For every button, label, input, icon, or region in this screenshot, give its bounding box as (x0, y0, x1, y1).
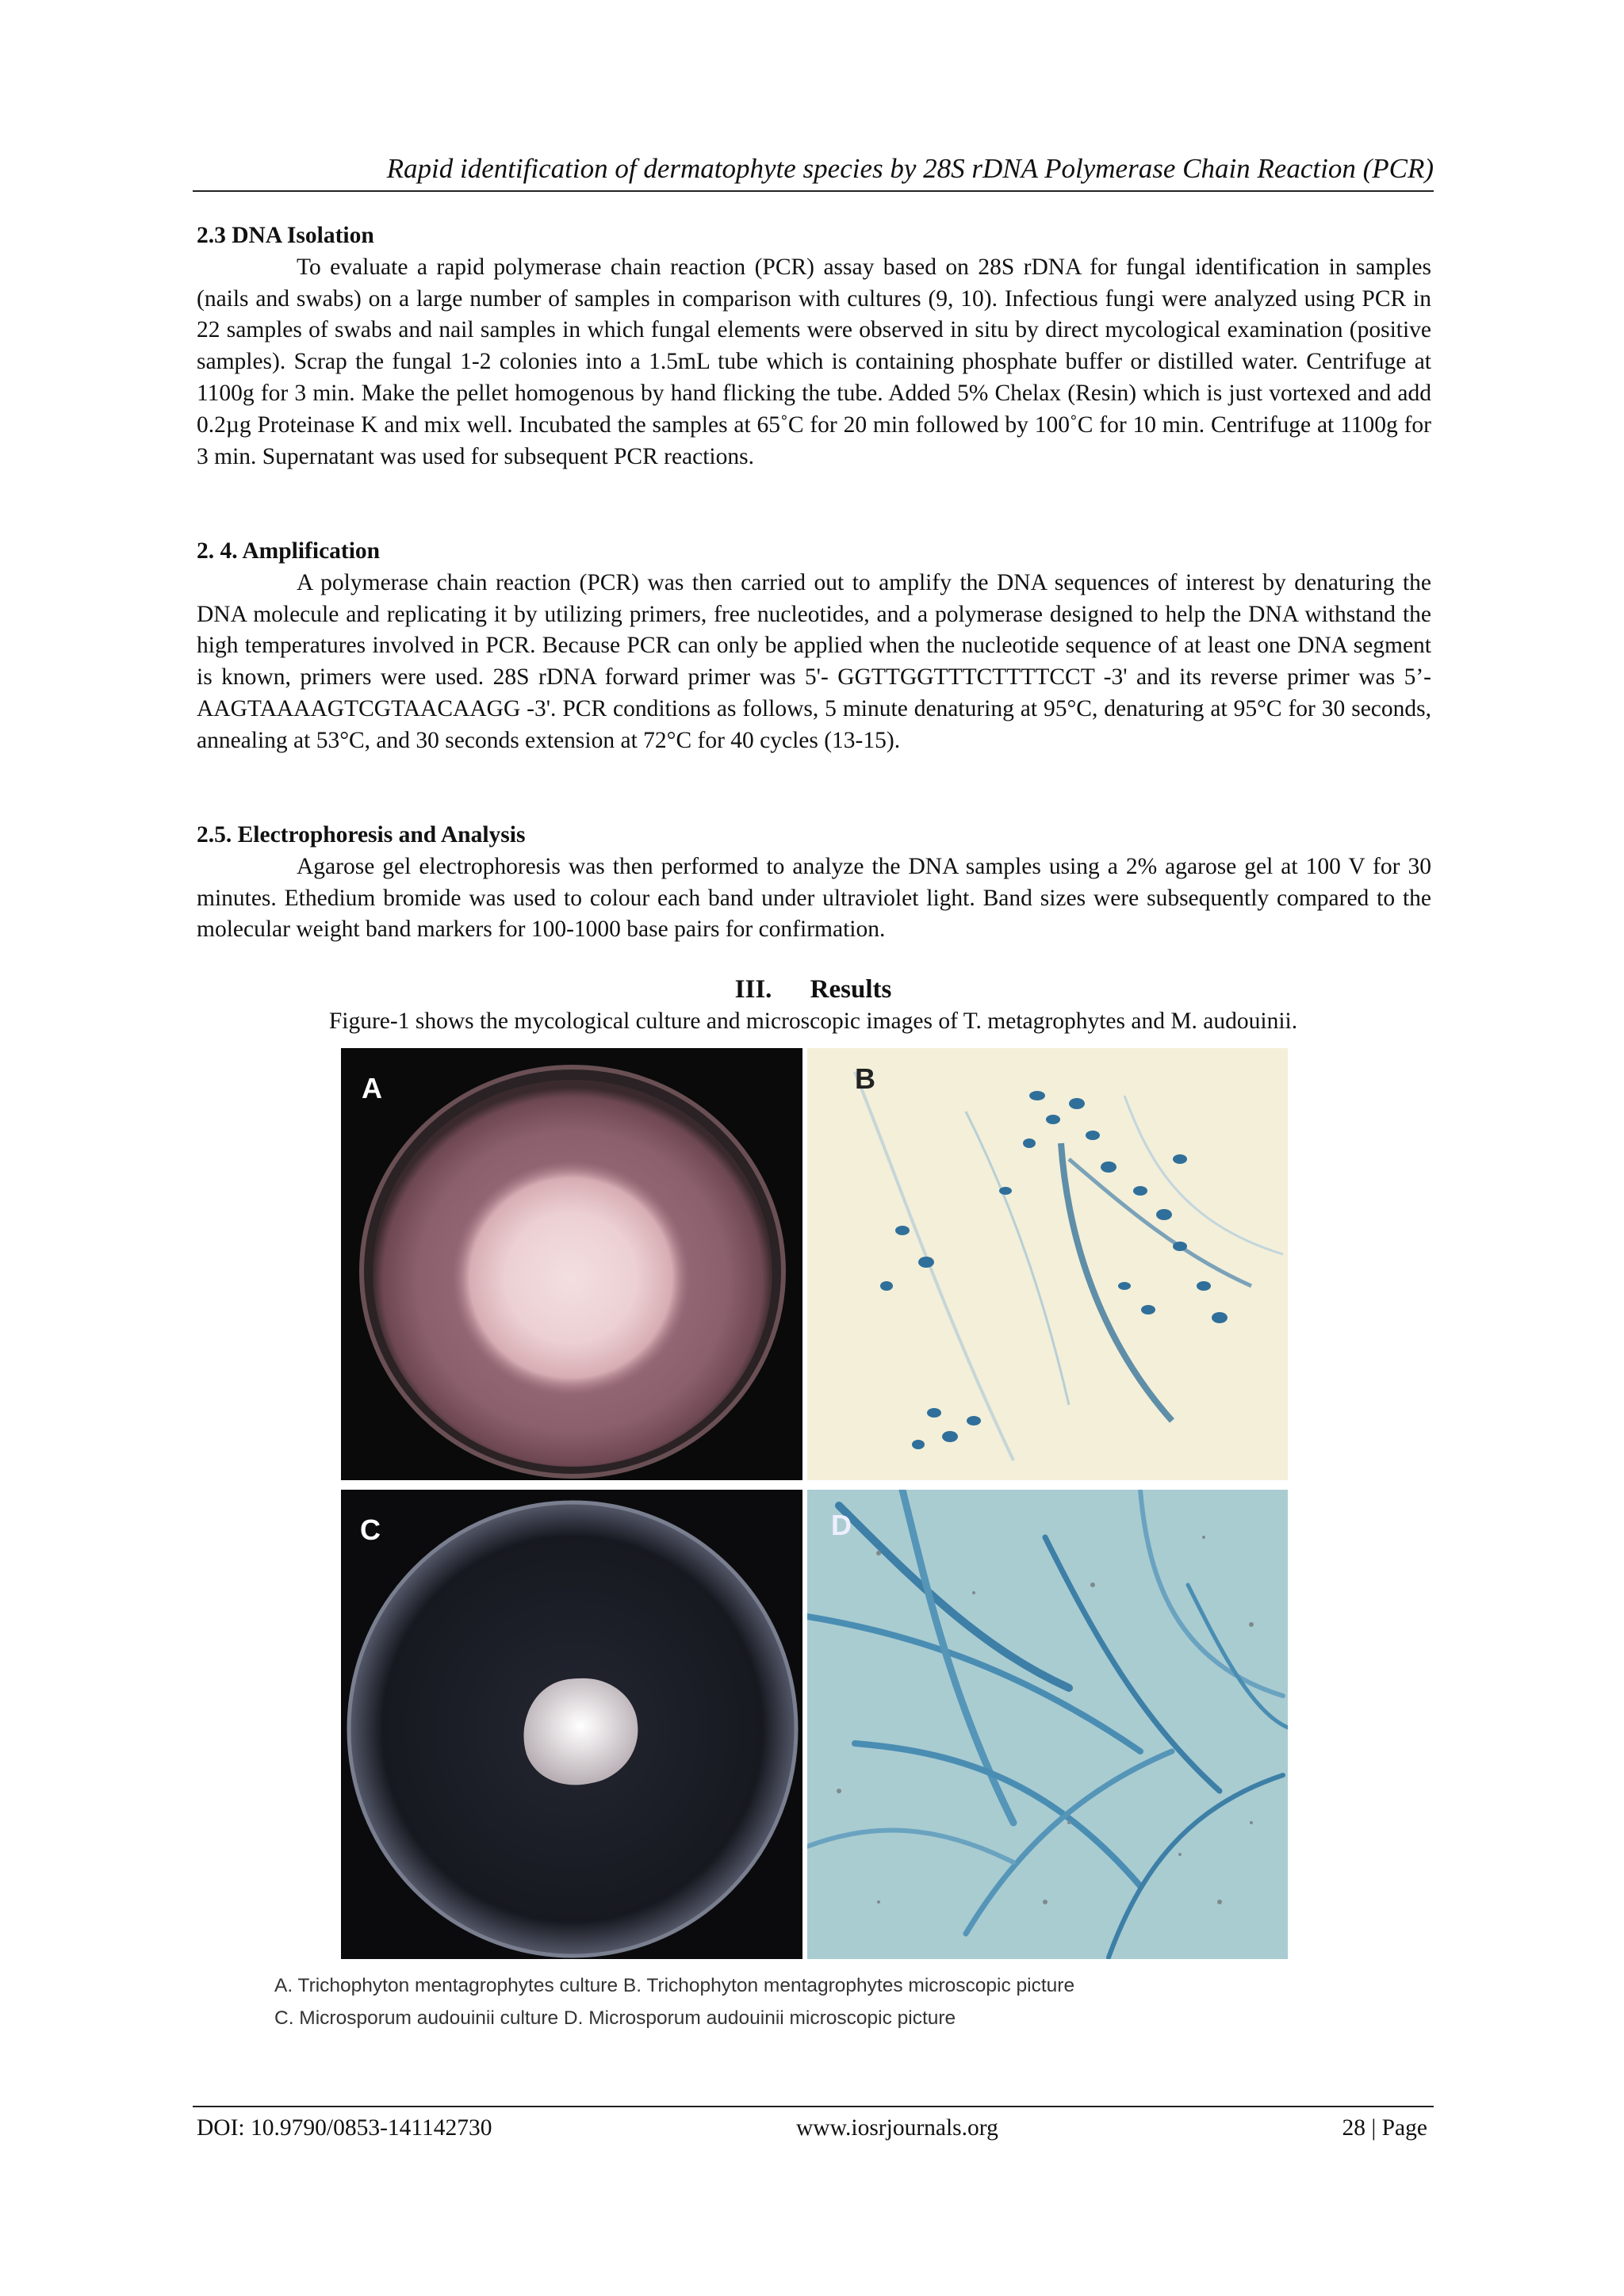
culture-plate-c-image (341, 1490, 802, 1959)
footer-doi: DOI: 10.9790/0853-141142730 (197, 2115, 492, 2141)
results-heading: III. Results (734, 975, 892, 1004)
culture-plate-a-image (341, 1048, 802, 1480)
section-dna-isolation (197, 220, 1431, 473)
panel-letter: A (362, 1072, 382, 1104)
header-rule (193, 190, 1434, 192)
panel-letter: C (360, 1513, 381, 1546)
panel-letter: D (831, 1509, 852, 1541)
section-electrophoresis (197, 820, 1431, 946)
micrograph-b-image (807, 1048, 1288, 1480)
footer-website: www.iosrjournals.org (796, 2115, 998, 2141)
section-body: A polymerase chain reaction (PCR) was then carried out to amplify the DNA sequences of interest by denaturing the DNA molecule and replicating it by utilizing primers, free nucleotides, and a polymerase designed to help the DNA withstand the high temperatures involved in PCR. Because PCR can only be applied when the nucleotide sequence of at least one DNA segment is known, primers were used. 28S rDNA forward primer was 5'- GGTTGGTTTCTTTTCCT -3' and its reverse primer was 5’- AAGTAAAAGTCGTAACAAGG -3'. PCR conditions as follows, 5 minute denaturing at 95°C, denaturing at 95°C for 30 seconds, annealing at 53°C, and 30 seconds extension at 72°C for 40 cycles (13-15). (197, 569, 1431, 753)
footer-page-number: 28 | Page (1342, 2115, 1427, 2141)
micrograph-d-image (807, 1490, 1288, 1959)
section-body: Agarose gel electrophoresis was then performed to analyze the DNA samples using a 2% agarose gel at 100 V for 30 minutes. Ethedium bromide was used to colour each band under ultraviolet light. Band sizes were subsequently compared to the molecular weight band markers for 100-1000 base pairs for confirmation. (197, 853, 1431, 943)
figure-panel-b (807, 1048, 1288, 1480)
footer-rule (193, 2106, 1434, 2107)
figure-caption-line-2: C. Microsporum audouinii culture D. Microsporum audouinii microscopic picture (274, 2007, 956, 2029)
panel-letter: B (855, 1062, 875, 1095)
figure-panel-a (341, 1048, 802, 1480)
section-body: To evaluate a rapid polymerase chain reaction (PCR) assay based on 28S rDNA for fungal identification in samples (nails and swabs) on a large number of samples in comparison with cultures (9, 10). Infectious fungi were analyzed using PCR in 22 samples of swabs and nail samples in which fungal elements were observed in situ by direct mycological examination (positive samples). Scrap the fungal 1-2 colonies into a 1.5mL tube which is containing phosphate buffer or distilled water. Centrifuge at 1100g for 3 min. Make the pellet homogenous by hand flicking the tube. Added 5% Chelax (Resin) which is just vortexed and add 0.2µg Proteinase K and mix well. Incubated the samples at 65˚C for 20 min followed by 100˚C for 10 min. Centrifuge at 1100g for 3 min. Supernatant was used for subsequent PCR reactions. (197, 254, 1431, 469)
figure-panel-c (341, 1490, 802, 1959)
section-title: 2. 4. Amplification (197, 538, 381, 564)
section-title: 2.5. Electrophoresis and Analysis (197, 822, 526, 848)
figure-panel-d (807, 1490, 1288, 1959)
running-header: Rapid identification of dermatophyte species by 28S rDNA Polymerase Chain Reaction (PCR) (386, 153, 1434, 184)
section-amplification (197, 536, 1431, 757)
section-title: 2.3 DNA Isolation (197, 223, 374, 248)
results-intro: Figure-1 shows the mycological culture and microscopic images of T. metagrophytes and M. audouinii. (328, 1008, 1298, 1034)
figure-caption-line-1: A. Trichophyton mentagrophytes culture B. Trichophyton mentagrophytes microscopic picture (274, 1975, 1075, 1996)
